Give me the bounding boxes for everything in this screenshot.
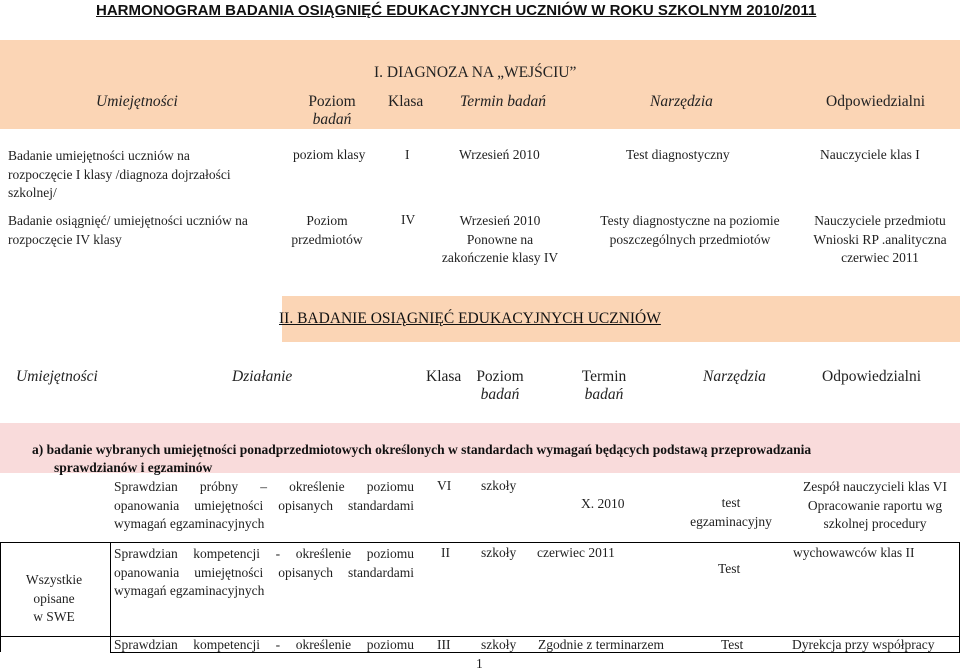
text-line: opanowania umiejętności opisanych standardami bbox=[114, 497, 414, 513]
table-border-top bbox=[0, 542, 960, 543]
s1-row2-umiejetnosci bbox=[8, 212, 278, 249]
text-line: Sprawdzian próbny – określenie poziomu bbox=[114, 479, 414, 494]
text-line: opanowania umiejętności opisanych standardami bbox=[114, 564, 414, 580]
col-header-poziom-line1: Poziom bbox=[308, 93, 356, 110]
s2-row1-klasa: VI bbox=[437, 478, 452, 493]
s1-row2-narzedzia bbox=[585, 212, 795, 249]
section2-heading: II. BADANIE OSIĄGNIĘĆ EDUKACYJNYCH UCZNIÓW bbox=[279, 310, 661, 327]
s2-row2-odpowiedzialni: wychowawców klas II bbox=[793, 545, 915, 560]
s2-row3-dzialanie bbox=[114, 637, 414, 653]
text-line: test bbox=[721, 495, 741, 510]
s2-row1-dzialanie bbox=[114, 478, 414, 534]
text-line: Testy diagnostyczne na poziomie bbox=[600, 213, 780, 228]
text-line: Ponowne na bbox=[466, 231, 534, 247]
text-line: rozpoczęcie I klasy /diagnoza dojrzałości bbox=[8, 166, 231, 182]
s2-row2-dzialanie bbox=[114, 545, 414, 601]
s1-row2-odpowiedzialni bbox=[800, 212, 960, 268]
s1-row2-termin bbox=[430, 212, 570, 268]
text-line: Wrzesień 2010 bbox=[459, 213, 541, 228]
s1-row1-termin: Wrzesień 2010 bbox=[459, 147, 540, 162]
text-line: Zespół nauczycieli klas VI bbox=[802, 479, 948, 494]
s1-row2-poziom bbox=[282, 212, 372, 249]
s2-header-narzedzia: Narzędzia bbox=[703, 368, 766, 385]
subheading-a-line1: a) badanie wybranych umiejętności ponadprzedmiotowych określonych w standardach wymagań będących podstawą przeprowadzania bbox=[32, 442, 812, 457]
s2-row2-klasa: II bbox=[441, 545, 450, 560]
s1-row1-odpowiedzialni: Nauczyciele klas I bbox=[820, 147, 920, 162]
text-line: opisane bbox=[33, 590, 75, 606]
s2-header-klasa: Klasa bbox=[426, 368, 462, 385]
s1-row1-klasa: I bbox=[405, 147, 410, 162]
text-line: Sprawdzian kompetencji - określenie poziomu bbox=[114, 546, 414, 561]
s2-header-umiejetnosci: Umiejętności bbox=[16, 368, 98, 385]
s1-row2-klasa: IV bbox=[401, 212, 416, 227]
document-title: HARMONOGRAM BADANIA OSIĄGNIĘĆ EDUKACYJNYCH UCZNIÓW W ROKU SZKOLNYM 2010/2011 bbox=[96, 2, 817, 19]
text-line: Badanie umiejętności uczniów na bbox=[8, 148, 190, 163]
text-line: egzaminacyjny bbox=[690, 513, 772, 529]
col-header-poziom-line2: badań bbox=[312, 111, 352, 128]
col-header-termin: Termin badań bbox=[460, 93, 546, 110]
text-line: wymagań egzaminacyjnych bbox=[114, 583, 265, 598]
page-number: 1 bbox=[476, 656, 483, 671]
col-header-odpowiedzialni: Odpowiedzialni bbox=[826, 93, 926, 110]
text-line: rozpoczęcie IV klasy bbox=[8, 231, 122, 247]
text-line: poszczególnych przedmiotów bbox=[609, 231, 771, 247]
s2-row3-odpowiedzialni: Dyrekcja przy współpracy bbox=[792, 637, 935, 652]
header-line: badań bbox=[480, 386, 520, 403]
col-header-poziom bbox=[296, 93, 368, 129]
s2-row3-narzedzia: Test bbox=[721, 637, 744, 652]
s2-row3-klasa: III bbox=[437, 637, 451, 652]
section1-header-band bbox=[0, 40, 960, 129]
text-line: w SWE bbox=[33, 609, 75, 624]
s2-row1-narzedzia bbox=[672, 494, 790, 531]
s2-row2-termin: czerwiec 2011 bbox=[537, 545, 615, 560]
s2-row1-termin: X. 2010 bbox=[581, 496, 625, 511]
s2-row3-termin: Zgodnie z terminarzem bbox=[538, 637, 664, 652]
text-line: Badanie osiągnięć/ umiejętności uczniów na bbox=[8, 213, 248, 228]
s2-row2-poziom: szkoły bbox=[481, 545, 517, 560]
text-line: zakończenie klasy IV bbox=[441, 250, 559, 265]
s2-umiejetnosci-cell bbox=[4, 571, 104, 627]
col-header-klasa: Klasa bbox=[388, 93, 424, 110]
text-line: szkolnej/ bbox=[8, 185, 57, 200]
text-line: Sprawdzian kompetencji - określenie poziomu bbox=[114, 637, 414, 652]
s1-row1-narzedzia: Test diagnostyczny bbox=[626, 147, 730, 162]
table-col-border bbox=[110, 542, 111, 652]
subheading-a-line2: sprawdzianów i egzaminów bbox=[54, 460, 213, 475]
text-line: Nauczyciele przedmiotu bbox=[814, 213, 946, 228]
text-line: wymagań egzaminacyjnych bbox=[114, 516, 265, 531]
header-line: Poziom bbox=[476, 368, 524, 385]
text-line: Opracowanie raportu wg bbox=[807, 497, 943, 513]
s2-row1-poziom: szkoły bbox=[481, 478, 517, 493]
text-line: Poziom bbox=[306, 213, 348, 228]
header-line: badań bbox=[584, 386, 624, 403]
s1-row1-umiejetnosci bbox=[8, 147, 278, 203]
s2-row3-poziom: szkoły bbox=[481, 637, 517, 652]
text-line: szkolnej procedury bbox=[823, 516, 927, 531]
text-line: czerwiec 2011 bbox=[841, 250, 919, 265]
s2-header-odpowiedzialni: Odpowiedzialni bbox=[822, 368, 922, 385]
s2-row1-odpowiedzialni bbox=[790, 478, 960, 534]
s2-header-termin bbox=[574, 368, 634, 404]
s2-header-poziom bbox=[474, 368, 526, 404]
text-line: Wnioski RP .analityczna bbox=[813, 231, 947, 247]
s1-row1-poziom: poziom klasy bbox=[293, 147, 366, 162]
s2-header-dzialanie: Działanie bbox=[232, 368, 293, 385]
table-col-border bbox=[0, 542, 1, 652]
header-line: Termin bbox=[581, 368, 627, 385]
col-header-narzedzia: Narzędzia bbox=[650, 93, 713, 110]
text-line: Wszystkie bbox=[25, 572, 83, 587]
text-line: przedmiotów bbox=[291, 231, 363, 247]
section1-heading: I. DIAGNOZA NA „WEJŚCIU” bbox=[374, 64, 577, 81]
col-header-umiejetnosci: Umiejętności bbox=[96, 93, 178, 110]
s2-row2-narzedzia: Test bbox=[718, 561, 741, 576]
